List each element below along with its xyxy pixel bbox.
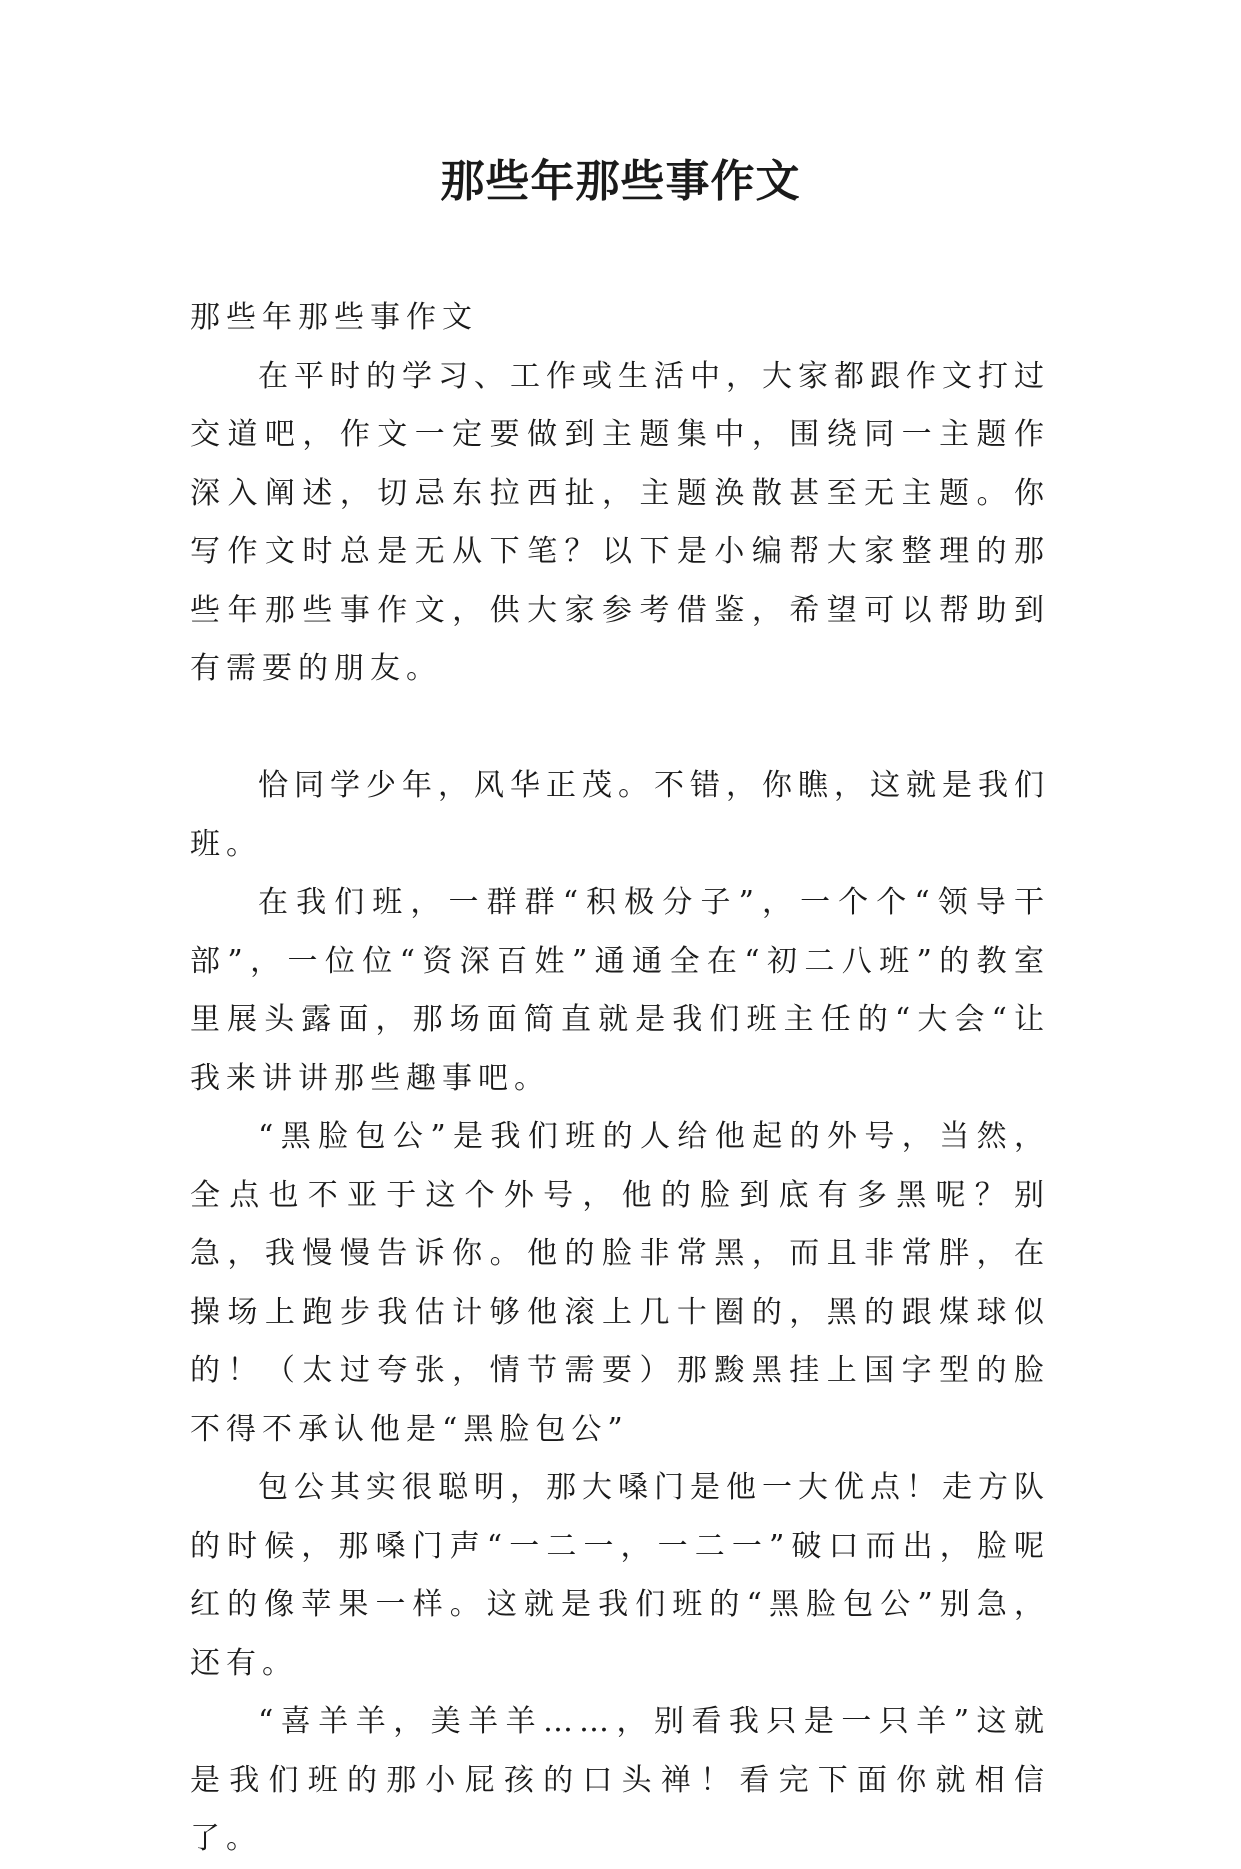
body-heading: 那些年那些事作文 [190, 300, 478, 335]
document-body [190, 289, 1050, 1869]
paragraph-spacer [190, 699, 1050, 758]
intro-paragraph: 在平时的学习、工作或生活中，大家都跟作文打过交道吧，作文一定要做到主题集中，围绕同一主题作深入阐述，切忌东拉西扯，主题涣散甚至无主题。你写作文时总是无从下笔？以下是小编帮大家整理的那些年那些事作文，供大家参考借鉴，希望可以帮助到有需要的朋友。 [190, 358, 1050, 686]
body-paragraph: “喜羊羊，美羊羊……，别看我只是一只羊”这就是我们班的那小屁孩的口头禅！看完下面你就相信了。 [190, 1704, 1050, 1856]
body-paragraph: 包公其实很聪明，那大嗓门是他一大优点！走方队的时候，那嗓门声“一二一，一二一”破口而出，脸呢红的像苹果一样。这就是我们班的“黑脸包公”别急，还有。 [190, 1470, 1050, 1681]
body-paragraph: 在我们班，一群群“积极分子”，一个个“领导干部”，一位位“资深百姓”通通全在“初二八班”的教室里展头露面，那场面简直就是我们班主任的“大会“让我来讲讲那些趣事吧。 [190, 885, 1050, 1096]
body-paragraph: “黑脸包公”是我们班的人给他起的外号，当然，全点也不亚于这个外号，他的脸到底有多黑呢？别急，我慢慢告诉你。他的脸非常黑，而且非常胖，在操场上跑步我估计够他滚上几十圈的，黑的跟煤球似的！（太过夸张，情节需要）那黢黑挂上国字型的脸不得不承认他是“黑脸包公” [190, 1119, 1050, 1447]
document-title: 那些年那些事作文 [440, 156, 801, 207]
body-paragraph: 恰同学少年，风华正茂。不错，你瞧，这就是我们班。 [190, 768, 1050, 862]
